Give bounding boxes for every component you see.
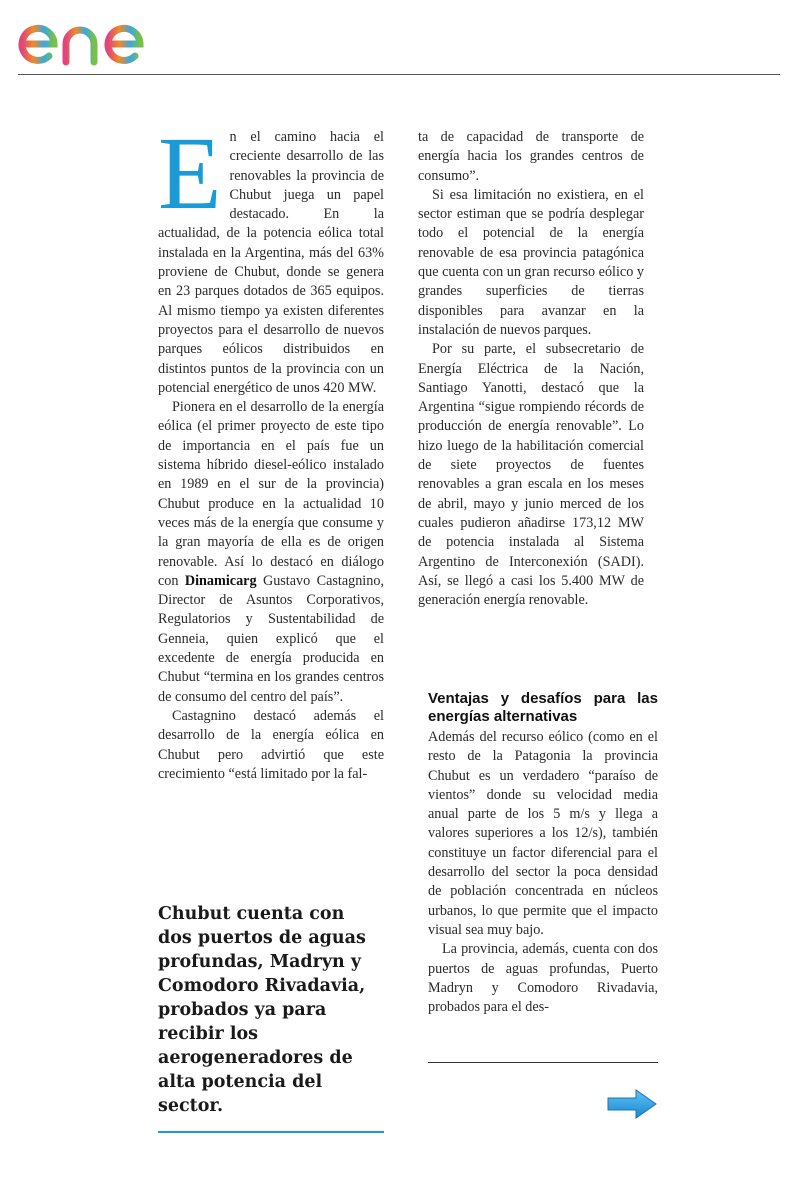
sidebar-divider bbox=[428, 1062, 658, 1063]
article-paragraph: Pionera en el desarrollo de la energía eólica (el primer proyecto de este tipo de importancia en el país fue un sistema híbrido diesel-eólico instalado en 1989 en el sur de la provincia) Chubut produce en la actualidad 10 veces más de la energía que consume y la gran mayoría de ella es de origen renovable. Así lo destacó en diálogo con Dinamicarg Gustavo Castagnino, Director de Asuntos Corporativos, Regulatorios y Sustentabilidad de Genneia, quien explicó que el excedente de energía producida en Chubut “termina en los grandes centros de consumo del centro del país”. bbox=[158, 399, 384, 705]
pull-quote: Chubut cuenta con dos puertos de aguas profundas, Madryn y Comodoro Rivadavia, probados ya para recibir los aerogeneradores de alta potencia del sector. bbox=[158, 904, 366, 1116]
sidebar-paragraph: La provincia, además, cuenta con dos puertos de aguas profundas, Puerto Madryn y Comodoro Rivadavia, probados para el des- bbox=[428, 941, 658, 1016]
pull-quote-underline bbox=[158, 1131, 384, 1133]
brand-mention: Dinamicarg bbox=[184, 572, 257, 589]
sidebar-box bbox=[428, 690, 658, 1017]
header-divider bbox=[18, 74, 780, 75]
sidebar-title: Ventajas y desafíos para las energías alternativas bbox=[428, 690, 658, 725]
article-paragraph: Castagnino destacó además el desarrollo de la energía eólica en Chubut pero advirtió que este crecimiento “está limitado por la fal- bbox=[158, 707, 384, 782]
article-paragraph: ta de capacidad de transporte de energía hacia los grandes centros de consumo”. bbox=[418, 129, 644, 184]
article-column-2 bbox=[418, 128, 644, 610]
sidebar-paragraph: Además del recurso eólico (como en el resto de la Patagonia la provincia Chubut es un verdadero “paraíso de vientos” donde su velocidad media anual parte de los 5 m/s y llega a valores superiores a los 12/s), también constituye un factor diferencial para el desarrollo del sector la poca densidad de población concentrada en núcleos urbanos, lo que permite que el impacto visual sea muy bajo. bbox=[428, 729, 658, 938]
enel-logo bbox=[18, 4, 188, 68]
article-paragraph: En el camino hacia el creciente desarrollo de las renovables la provincia de Chubut juega un papel destacado. En la actualidad, de la potencia eólica total instalada en la Argentina, más del 63% proviene de Chubut, donde se genera en 23 parques dotados de 365 equipos. Al mismo tiempo ya existen diferentes proyectos para el desarrollo de nuevos parques eólicos distribuidos en distintos puntos de la provincia con un potencial energético de unos 420 MW. bbox=[158, 116, 384, 396]
dropcap: E bbox=[158, 116, 222, 231]
article-paragraph: Si esa limitación no existiera, en el sector estiman que se podría desplegar todo el potencial de la energía renovable de esa provincia patagónica que cuenta con un gran recurso eólico y grandes superficies de tierras disponibles para avanzar en la instalación de nuevos parques. bbox=[418, 186, 644, 338]
article-column-1 bbox=[158, 116, 384, 784]
arrow-right-icon[interactable] bbox=[606, 1088, 658, 1120]
article-paragraph: Por su parte, el subsecretario de Energía Eléctrica de la Nación, Santiago Yanotti, destacó que la Argentina “sigue rompiendo récords de producción de energía renovable”. Lo hizo luego de la habilitación comercial de siete proyectos de fuentes renovables a gran escala en los meses de abril, mayo y junio merced de los cuales pudieron añadirse 173,12 MW de potencia instalada al Sistema Argentino de Interconexión (SADI). Así, se llegó a casi los 5.400 MW de generación energía renovable. bbox=[418, 341, 644, 609]
